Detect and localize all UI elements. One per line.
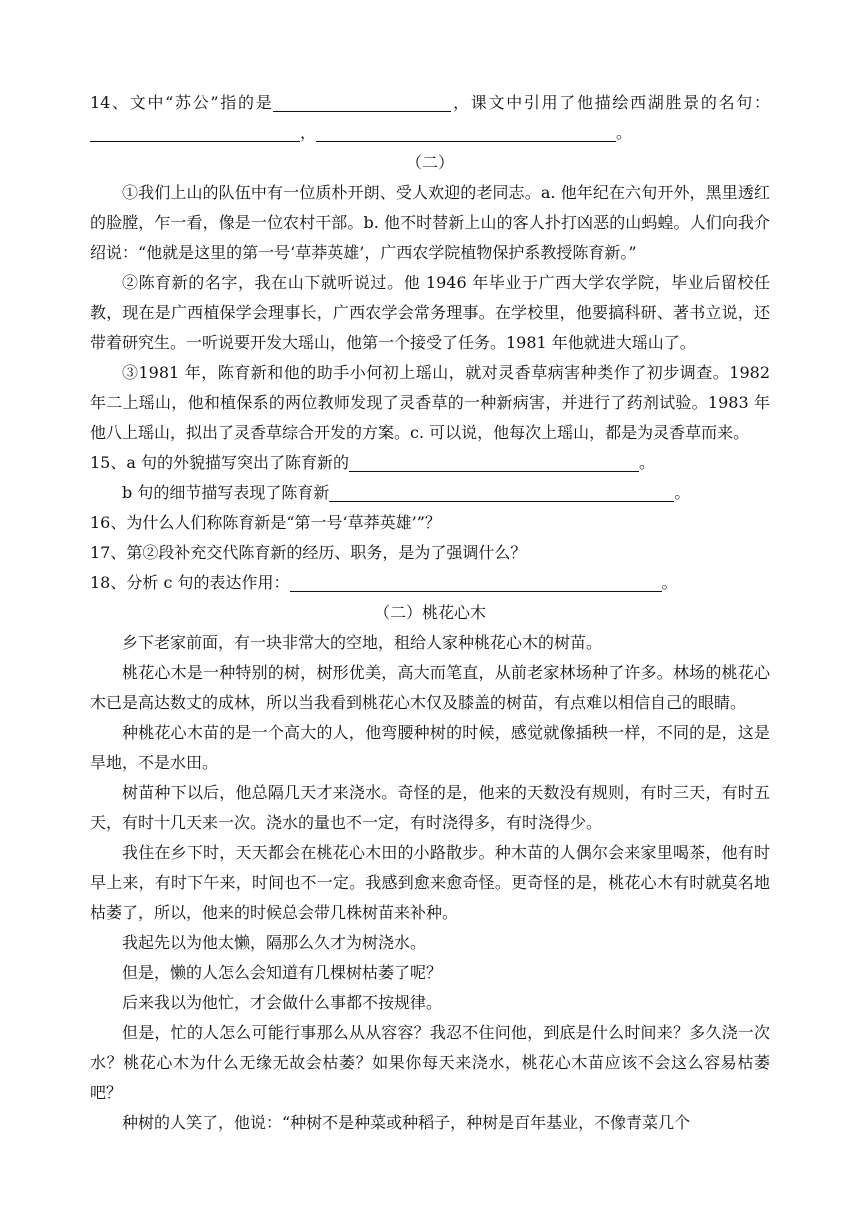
paragraph: ③1981 年，陈育新和他的助手小何初上瑶山，就对灵香草病害种类作了初步调查。1982 年二上瑶山，他和植保系的两位教师发现了灵香草的一种新病害，并进行了药剂试验。1983 年他八上瑶山，拟出了灵香草综合开发的方案。c. 可以说，他每次上瑶山，都是为灵香草而来。 <box>90 363 770 442</box>
section-title: （二） <box>405 153 454 172</box>
answer-blank[interactable] <box>90 123 300 142</box>
answer-blank[interactable] <box>273 93 451 112</box>
question-15b <box>90 478 770 508</box>
question-15b-end: 。 <box>674 483 691 502</box>
question-14-text-4: 。 <box>616 123 633 142</box>
paragraph: 桃花心木是一种特别的树，树形优美，高大而笔直，从前老家林场种了许多。林场的桃花心木已是高达数丈的成林，所以当我看到桃花心木仅及膝盖的树苗，有点难以相信自己的眼睛。 <box>90 663 770 712</box>
paragraph: 但是，忙的人怎么可能行事那么从从容容？我忍不住问他，到底是什么时间来？多久浇一次水？桃花心木为什么无缘无故会枯萎？如果你每天来浇水，桃花心木苗应该不会这么容易枯萎吧？ <box>90 1023 770 1102</box>
question-17: 17、第②段补充交代陈育新的经历、职务，是为了强调什么？ <box>90 543 527 562</box>
question-14-text-2: ，课文中引用了他描绘西湖胜景的名句： <box>451 93 770 112</box>
question-15a <box>90 448 770 478</box>
paragraph: 我住在乡下时，天天都会在桃花心木田的小路散步。种木苗的人偶尔会来家里喝茶，他有时早上来，有时下午来，时间也不一定。我感到愈来愈奇怪。更奇怪的是，桃花心木有时就莫名地枯萎了，所以，他来的时候总会带几株树苗来补种。 <box>90 843 770 922</box>
answer-blank[interactable] <box>349 453 639 472</box>
answer-blank[interactable] <box>290 573 662 592</box>
paragraph: 种桃花心木苗的是一个高大的人，他弯腰种树的时候，感觉就像插秧一样，不同的是，这是旱地，不是水田。 <box>90 723 770 772</box>
question-14-text-1: 14、文中“苏公”指的是 <box>90 93 274 112</box>
question-15a-text: 15、a 句的外貌描写突出了陈育新的 <box>90 453 349 472</box>
section-title: （二）桃花心木 <box>373 603 486 622</box>
question-18 <box>90 568 770 598</box>
paragraph: 种树的人笑了，他说：“种树不是种菜或种稻子，种树是百年基业，不像青菜几个 <box>122 1113 691 1132</box>
paragraph: 后来我以为他忙，才会做什么事都不按规律。 <box>122 993 443 1012</box>
paragraph: ①我们上山的队伍中有一位质朴开朗、受人欢迎的老同志。a. 他年纪在六旬开外，黑里透红的脸膛，乍一看，像是一位农村干部。b. 他不时替新上山的客人扑打凶恶的山蚂蝗。人们向我介绍说：“他就是这里的第一号‘草莽英雄’，广西农学院植物保护系教授陈育新。” <box>90 183 770 262</box>
answer-blank[interactable] <box>316 123 616 142</box>
answer-blank[interactable] <box>329 483 674 502</box>
paragraph: ②陈育新的名字，我在山下就听说过。他 1946 年毕业于广西大学农学院，毕业后留校任教，现在是广西植保学会理事长，广西农学会常务理事。在学校里，他要搞科研、著书立说，还带着研究生。一听说要开发大瑶山，他第一个接受了任务。1981 年他就进大瑶山了。 <box>90 273 770 352</box>
question-15b-text: b 句的细节描写表现了陈育新 <box>122 483 330 502</box>
question-16: 16、为什么人们称陈育新是“第一号‘草莽英雄’”？ <box>90 513 441 532</box>
paragraph: 树苗种下以后，他总隔几天才来浇水。奇怪的是，他来的天数没有规则，有时三天，有时五天，有时十几天来一次。浇水的量也不一定，有时浇得多，有时浇得少。 <box>90 783 770 832</box>
question-14 <box>90 88 770 148</box>
paragraph: 乡下老家前面，有一块非常大的空地，租给人家种桃花心木的树苗。 <box>122 633 603 652</box>
paragraph: 我起先以为他太懒，隔那么久才为树浇水。 <box>122 933 427 952</box>
question-18-text: 18、分析 c 句的表达作用： <box>90 573 290 592</box>
paragraph: 但是，懒的人怎么会知道有几棵树枯萎了呢？ <box>122 963 443 982</box>
question-18-end: 。 <box>661 573 678 592</box>
question-15a-end: 。 <box>639 453 656 472</box>
question-14-text-3: ， <box>300 123 317 142</box>
